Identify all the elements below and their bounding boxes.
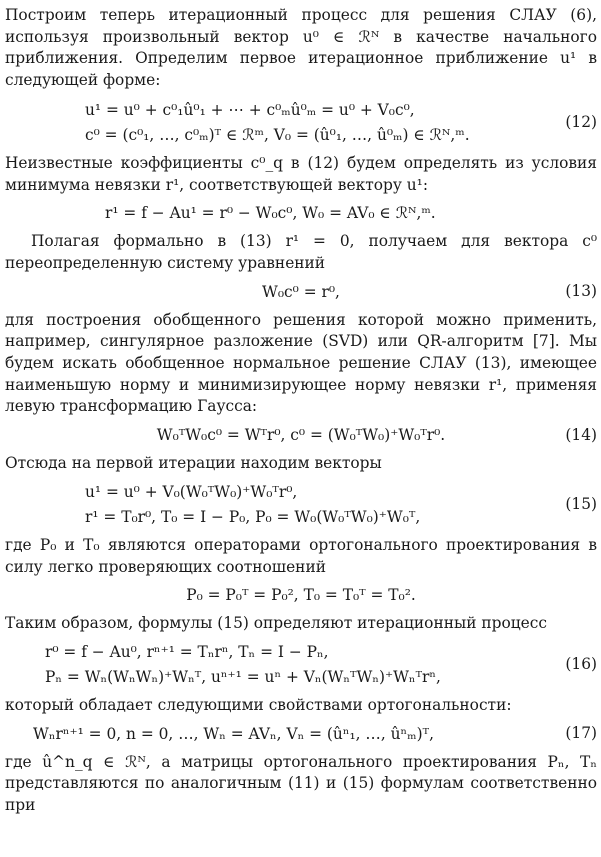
paragraph-closing: где û^n_q ∈ ℛᴺ, а матрицы ортогонального проектирования Pₙ, Tₙ представляются по аналогичным (11) и (15) формулам соответственно при	[5, 752, 597, 815]
equation-16-line-2: Pₙ = Wₙ(WₙWₙ)⁺Wₙᵀ, uⁿ⁺¹ = uⁿ + Vₙ(WₙᵀWₙ)⁺Wₙᵀrⁿ,	[45, 667, 441, 686]
paragraph-coefficients: Неизвестные коэффициенты c⁰_q в (12) будем определять из условия минимума невязки r¹, соответствующей вектору u¹:	[5, 153, 597, 194]
equation-12-line-1: u¹ = u⁰ + c⁰₁û⁰₁ + ⋯ + c⁰ₘû⁰ₘ = u⁰ + V₀c⁰,	[85, 100, 415, 119]
equation-number-12: (12)	[565, 112, 597, 131]
equation-number-13: (13)	[565, 282, 597, 301]
equation-17-line: Wₙrⁿ⁺¹ = 0, n = 0, …, Wₙ = AVₙ, Vₙ = (ûⁿ₁, …, ûⁿₘ)ᵀ,	[33, 724, 434, 743]
paragraph-system: Полагая формально в (13) r¹ = 0, получаем для вектора c⁰ переопределенную систему уравнений	[5, 232, 597, 272]
paragraph-iteration-process: Таким образом, формулы (15) определяют итерационный процесс	[5, 614, 547, 633]
equation-15	[5, 480, 597, 530]
paragraph-projection-operators: где P₀ и T₀ являются операторами ортогонального проектирования в силу легко проверяющих соотношений	[5, 535, 597, 576]
equation-16-line-1: r⁰ = f − Au⁰, rⁿ⁺¹ = Tₙrⁿ, Tₙ = I − Pₙ,	[45, 642, 329, 661]
equation-15-line-1: u¹ = u⁰ + V₀(W₀ᵀW₀)⁺W₀ᵀr⁰,	[85, 482, 298, 501]
equation-13	[5, 280, 597, 305]
equation-number-15: (15)	[565, 494, 597, 513]
equation-number-16: (16)	[565, 655, 597, 674]
paragraph-intro: Построим теперь итерационный процесс для решения СЛАУ (6), используя произвольный вектор u⁰ ∈ ℛᴺ в качестве начального приближения. Определим первое итерационное приближение u¹ в следующей форме:	[5, 6, 597, 90]
equation-17	[5, 722, 597, 747]
equation-number-17: (17)	[565, 724, 597, 743]
equation-12	[5, 98, 597, 148]
paragraph-orthogonality: который обладает следующими свойствами ортогональности:	[5, 695, 512, 714]
equation-15-line-2: r¹ = T₀r⁰, T₀ = I − P₀, P₀ = W₀(W₀ᵀW₀)⁺W₀ᵀ,	[85, 507, 421, 526]
equation-projection-identities	[5, 583, 597, 608]
equation-projection-line: P₀ = P₀ᵀ = P₀², T₀ = T₀ᵀ = T₀².	[186, 586, 416, 605]
equation-12-line-2: c⁰ = (c⁰₁, …, c⁰ₘ)ᵀ ∈ ℛᵐ, V₀ = (û⁰₁, …, û⁰ₘ) ∈ ℛᴺ,ᵐ.	[85, 125, 470, 144]
equation-14-line: W₀ᵀW₀c⁰ = Wᵀr⁰, c⁰ = (W₀ᵀW₀)⁺W₀ᵀr⁰.	[156, 426, 446, 445]
equation-number-14: (14)	[565, 425, 597, 444]
equation-residual-line: r¹ = f − Au¹ = r⁰ − W₀c⁰, W₀ = AV₀ ∈ ℛᴺ,ᵐ.	[105, 204, 436, 223]
equation-14	[5, 423, 597, 448]
equation-16	[5, 640, 597, 690]
equation-13-line: W₀c⁰ = r⁰,	[262, 282, 340, 301]
paragraph-first-iteration: Отсюда на первой итерации находим векторы	[5, 454, 382, 473]
paragraph-generalized-solution: для построения обобщенного решения которой можно применить, например, сингулярное разложение (SVD) или QR-алгоритм [7]. Мы будем искать обобщенное нормальное решение СЛАУ (13), имеющее наименьшую норму и минимизирующее норму невязки r¹, применяя левую трансформацию Гаусса:	[5, 310, 597, 416]
equation-residual	[5, 201, 597, 226]
